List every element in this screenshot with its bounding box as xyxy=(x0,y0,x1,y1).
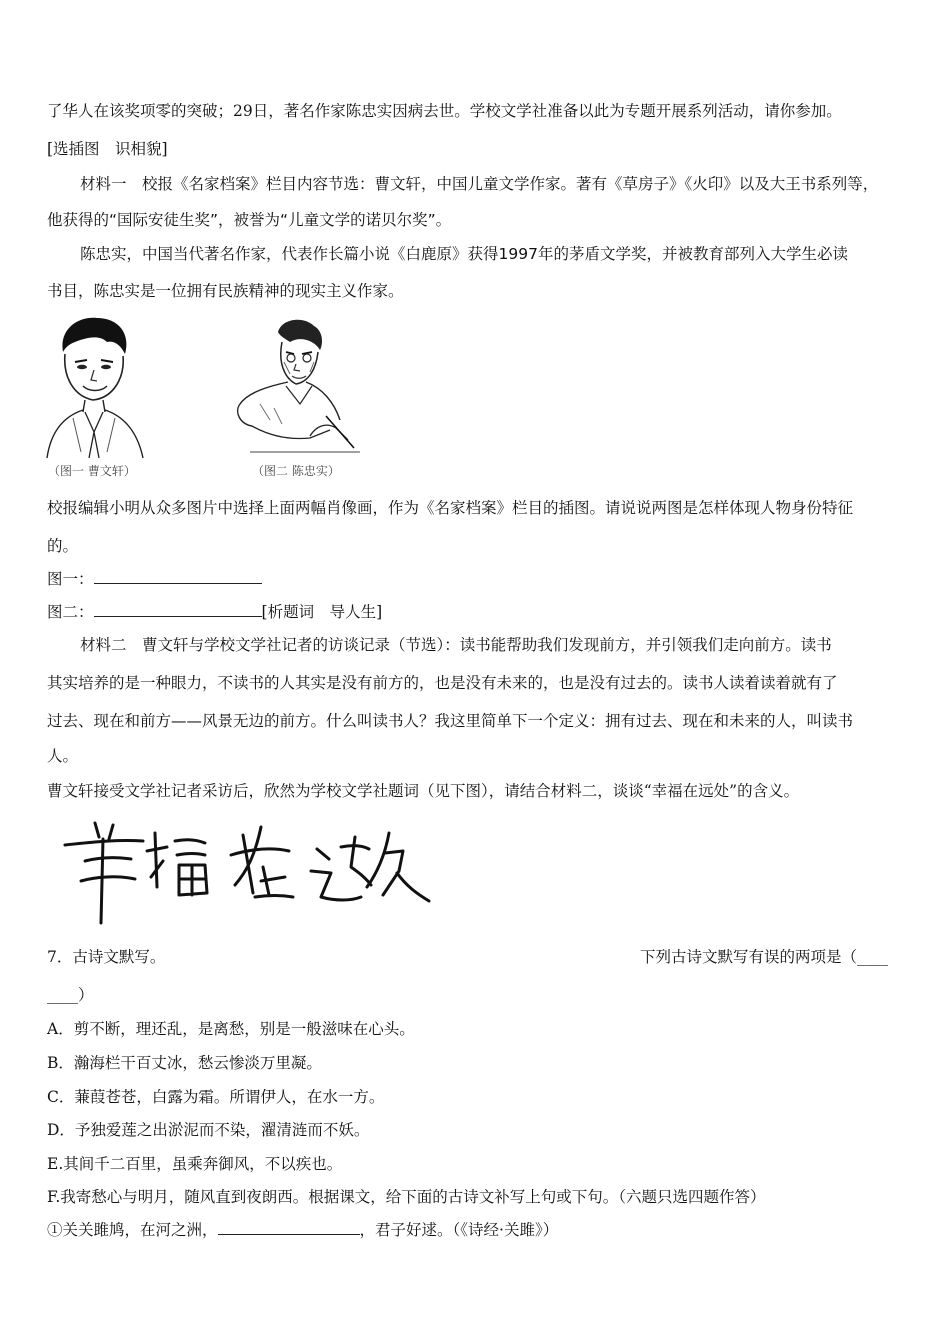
answer1-label: 图一： xyxy=(47,570,94,588)
material2-line3: 过去、现在和前方——风景无边的前方。什么叫读书人？我这里简单下一个定义：拥有过去、现在和未来的人，叫读书 xyxy=(47,712,854,730)
option-f: F.我寄愁心与明月，随风直到夜朗西。根据课文，给下面的古诗文补写上句或下句。（六题只选四题作答） xyxy=(47,1188,766,1206)
section2-heading: [析题词 导人生] xyxy=(261,603,383,621)
fill-in-1 xyxy=(47,1219,558,1241)
question-line1: 校报编辑小明从众多图片中选择上面两幅肖像画，作为《名家档案》栏目的插图。请说说两图是怎样体现人物身份特征 xyxy=(47,499,854,517)
q7-prompt: 下列古诗文默写有误的两项是（____ xyxy=(640,948,889,966)
fill1-blank[interactable] xyxy=(218,1220,360,1235)
q7-title: 7．古诗文默写。 xyxy=(47,948,166,966)
answer2-blank[interactable] xyxy=(94,602,262,617)
material2-line2: 其实培养的是一种眼力，不读书的人其实是没有前方的，也是没有未来的，也是没有过去的。读书人读着读着就有了 xyxy=(47,674,838,692)
cao-wenxuan-portrait xyxy=(45,312,145,460)
material2-line1: 材料二 曹文轩与学校文学社记者的访谈记录（节选）：读书能帮助我们发现前方，并引领我们走向前方。读书 xyxy=(80,636,832,654)
chen-zhongshi-portrait xyxy=(230,312,365,460)
answer2-row xyxy=(47,601,382,623)
material1-para2-line2: 书目，陈忠实是一位拥有民族精神的现实主义作家。 xyxy=(47,282,404,300)
fill1-prefix: ①关关雎鸠，在河之洲， xyxy=(47,1221,218,1239)
option-b: B．瀚海栏干百丈冰，愁云惨淡万里凝。 xyxy=(47,1054,322,1072)
figure1-caption: （图一 曹文轩） xyxy=(48,464,136,478)
q7-prompt-continued: ____） xyxy=(47,986,94,1004)
material1-para2-line1: 陈忠实，中国当代著名作家，代表作长篇小说《白鹿原》获得1997年的茅盾文学奖，并被教育部列入大学生必读 xyxy=(80,245,848,263)
answer2-label: 图二： xyxy=(47,603,94,621)
intro-text: 了华人在该奖项零的突破；29日，著名作家陈忠实因病去世。学校文学社准备以此为专题开展系列活动，请你参加。 xyxy=(47,102,842,120)
calligraphy-inscription xyxy=(55,815,435,925)
material1-line2: 他获得的“国际安徒生奖”，被誉为“儿童文学的诺贝尔奖”。 xyxy=(47,211,452,229)
figure2-caption: （图二 陈忠实） xyxy=(252,464,340,478)
material1-line1: 材料一 校报《名家档案》栏目内容节选：曹文轩，中国儿童文学作家。著有《草房子》《火印》以及大王书系列等， xyxy=(80,175,879,193)
fill1-suffix: ，君子好逑。（《诗经·关雎》） xyxy=(359,1221,559,1239)
option-e: E.其间千二百里，虽乘奔御风，不以疾也。 xyxy=(47,1155,343,1173)
option-a: A．剪不断，理还乱，是离愁，别是一般滋味在心头。 xyxy=(47,1020,415,1038)
answer1-row xyxy=(47,568,262,590)
section2-question: 曹文轩接受文学社记者采访后，欣然为学校文学社题词（见下图），请结合材料二，谈谈“幸福在远处”的含义。 xyxy=(47,782,800,800)
section1-heading: [选插图 识相貌] xyxy=(47,140,168,158)
option-c: C．蒹葭苍苍，白露为霜。所谓伊人，在水一方。 xyxy=(47,1088,385,1106)
answer1-blank[interactable] xyxy=(94,569,262,584)
option-d: D．予独爱莲之出淤泥而不染，濯清涟而不妖。 xyxy=(47,1121,370,1139)
material2-line4: 人。 xyxy=(47,747,79,765)
question-line2: 的。 xyxy=(47,537,79,555)
